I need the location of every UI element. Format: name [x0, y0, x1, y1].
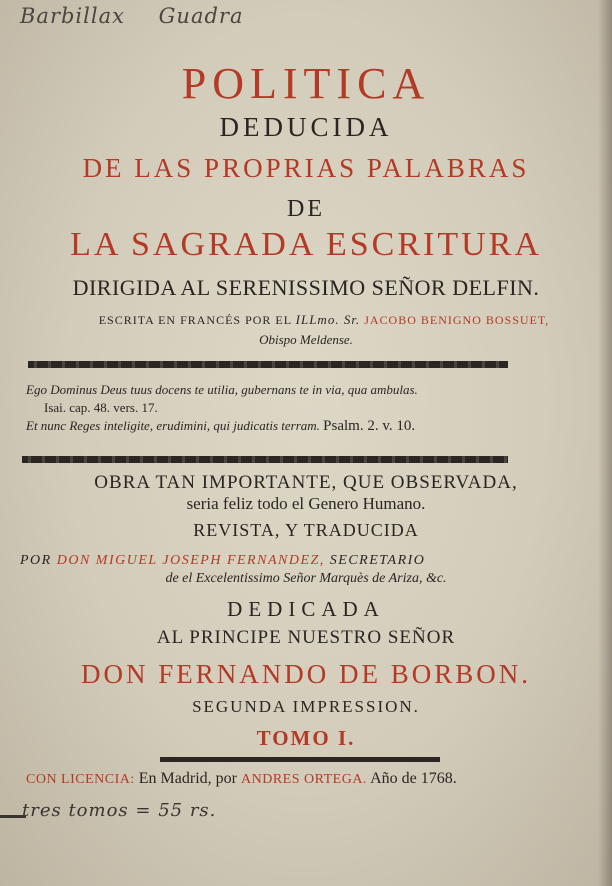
author-line	[18, 312, 612, 328]
title-line-escritura: LA SAGRADA ESCRITURA	[70, 226, 542, 263]
work-line-2: seria feliz todo el Genero Humano.	[186, 494, 426, 513]
translator-of: de el Excelentissimo Señor Marquès de Ariza, &c.	[165, 571, 447, 586]
volume-line: TOMO I.	[256, 726, 356, 750]
translator-name: DON MIGUEL JOSEPH FERNANDEZ,	[56, 553, 325, 568]
quote-isaiah: Ego Dominus Deus tuus docens te utilia, gubernans te in via, qua ambulas.	[26, 382, 418, 397]
edition-line: SEGUNDA IMPRESSION.	[192, 697, 420, 716]
handwritten-price-note: tres tomos = 55 rs.	[22, 800, 217, 821]
imprint-rule	[160, 757, 440, 762]
quote-psalm-text: Et nunc Reges inteligite, erudimini, qui judicatis terram.	[26, 418, 320, 433]
translator-role: SECRETARIO	[329, 553, 426, 568]
handwriting-left: Barbillax	[20, 4, 125, 28]
book-title: POLITICA	[181, 59, 431, 108]
imprint-printer: ANDRES ORTEGA.	[240, 772, 367, 787]
quote-psalm	[26, 418, 415, 435]
revised-line: REVISTA, Y TRADUCIDA	[193, 520, 419, 540]
translator-line	[20, 553, 540, 569]
ornamental-rule	[22, 456, 508, 463]
dedication-line: DIRIGIDA AL SERENISSIMO SEÑOR DELFIN.	[72, 275, 540, 300]
title-line-de: DE	[287, 196, 325, 222]
work-line-1: OBRA TAN IMPORTANTE, QUE OBSERVADA,	[94, 472, 518, 493]
translator-prefix: POR	[20, 553, 52, 568]
prince-name: DON FERNANDO DE BORBON.	[80, 659, 532, 689]
author-prefix: ESCRITA EN FRANCÉS POR EL	[98, 313, 292, 327]
dedicated-line: DEDICADA	[227, 597, 385, 621]
quote-isaiah-ref: Isai. cap. 48. vers. 17.	[44, 400, 158, 415]
author-title: ILLmo. Sr.	[295, 312, 361, 327]
author-see: Obispo Meldense.	[259, 332, 353, 347]
imprint-year: Año de 1768.	[370, 770, 457, 787]
quote-psalm-ref: Psalm. 2. v. 10.	[323, 418, 416, 434]
author-name: JACOBO BENIGNO BOSSUET,	[364, 313, 550, 327]
ornamental-rule	[28, 361, 508, 368]
title-line-deducida: DEDUCIDA	[219, 112, 393, 142]
imprint-line	[26, 770, 457, 788]
imprint-place: En Madrid, por	[138, 770, 237, 787]
handwritten-inscription	[20, 4, 269, 28]
handwriting-right: Guadra	[158, 4, 244, 28]
imprint-licence: CON LICENCIA:	[26, 772, 135, 787]
title-line-palabras: DE LAS PROPRIAS PALABRAS	[82, 153, 530, 183]
prince-line: AL PRINCIPE NUESTRO SEÑOR	[156, 627, 456, 648]
